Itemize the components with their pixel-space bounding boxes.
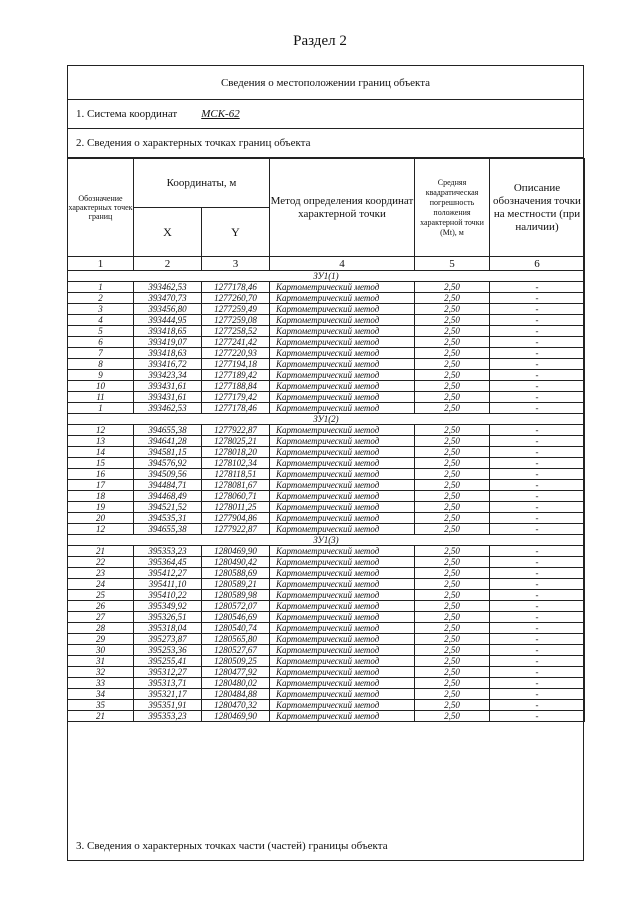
rmse-cell: 2,50 xyxy=(415,678,490,689)
rmse-cell: 2,50 xyxy=(415,546,490,557)
coord-y: 1280509,25 xyxy=(202,656,270,667)
coord-x: 393419,07 xyxy=(134,337,202,348)
table-row xyxy=(68,315,585,326)
rmse-cell: 2,50 xyxy=(415,304,490,315)
method-cell: Картометрический метод xyxy=(270,348,415,359)
table-row xyxy=(68,458,585,469)
coord-x: 395412,27 xyxy=(134,568,202,579)
table-row xyxy=(68,590,585,601)
rmse-cell: 2,50 xyxy=(415,469,490,480)
section-label: ЗУ1(2) xyxy=(68,414,585,425)
description-cell: - xyxy=(490,337,585,348)
rmse-cell: 2,50 xyxy=(415,315,490,326)
method-cell: Картометрический метод xyxy=(270,293,415,304)
method-cell: Картометрический метод xyxy=(270,700,415,711)
description-cell: - xyxy=(490,392,585,403)
description-cell: - xyxy=(490,623,585,634)
coord-x: 395326,51 xyxy=(134,612,202,623)
coord-y: 1278060,71 xyxy=(202,491,270,502)
coord-y: 1278018,20 xyxy=(202,447,270,458)
coord-x: 395351,91 xyxy=(134,700,202,711)
coord-y: 1280589,21 xyxy=(202,579,270,590)
table-row xyxy=(68,634,585,645)
coord-x: 394509,56 xyxy=(134,469,202,480)
coord-x: 395273,87 xyxy=(134,634,202,645)
description-cell: - xyxy=(490,689,585,700)
rmse-cell: 2,50 xyxy=(415,557,490,568)
coord-y: 1280469,90 xyxy=(202,546,270,557)
rmse-cell: 2,50 xyxy=(415,447,490,458)
coord-y: 1280572,07 xyxy=(202,601,270,612)
point-number: 10 xyxy=(68,381,134,392)
coord-y: 1278102,34 xyxy=(202,458,270,469)
rmse-cell: 2,50 xyxy=(415,370,490,381)
method-cell: Картометрический метод xyxy=(270,326,415,337)
method-cell: Картометрический метод xyxy=(270,392,415,403)
method-cell: Картометрический метод xyxy=(270,634,415,645)
coord-y: 1278025,21 xyxy=(202,436,270,447)
description-cell: - xyxy=(490,425,585,436)
page-title: Раздел 2 xyxy=(293,33,347,49)
point-number: 29 xyxy=(68,634,134,645)
coord-y: 1277922,87 xyxy=(202,425,270,436)
coord-y: 1280470,32 xyxy=(202,700,270,711)
method-cell: Картометрический метод xyxy=(270,469,415,480)
coord-x: 394535,31 xyxy=(134,513,202,524)
coord-y: 1278011,25 xyxy=(202,502,270,513)
method-cell: Картометрический метод xyxy=(270,612,415,623)
description-cell: - xyxy=(490,612,585,623)
coord-y: 1277189,42 xyxy=(202,370,270,381)
description-cell: - xyxy=(490,524,585,535)
point-number: 23 xyxy=(68,568,134,579)
coord-x: 394581,15 xyxy=(134,447,202,458)
coord-x: 395411,10 xyxy=(134,579,202,590)
section3-title: 3. Сведения о характерных точках части (частей) границы объекта xyxy=(76,840,388,852)
table-row xyxy=(68,623,585,634)
coord-x: 393431,61 xyxy=(134,381,202,392)
coord-y: 1280469,90 xyxy=(202,711,270,722)
description-cell: - xyxy=(490,403,585,414)
rmse-cell: 2,50 xyxy=(415,282,490,293)
coord-system-value: МСК-62 xyxy=(201,108,240,120)
column-number: 6 xyxy=(490,257,585,271)
table-row xyxy=(68,447,585,458)
point-number: 27 xyxy=(68,612,134,623)
coord-x: 395364,45 xyxy=(134,557,202,568)
coord-x: 393462,53 xyxy=(134,403,202,414)
coord-y: 1277178,46 xyxy=(202,282,270,293)
rmse-cell: 2,50 xyxy=(415,293,490,304)
point-number: 19 xyxy=(68,502,134,513)
method-cell: Картометрический метод xyxy=(270,601,415,612)
method-cell: Картометрический метод xyxy=(270,645,415,656)
description-cell: - xyxy=(490,711,585,722)
section2-title: 2. Сведения о характерных точках границ объекта xyxy=(68,129,583,158)
method-cell: Картометрический метод xyxy=(270,546,415,557)
table-row xyxy=(68,568,585,579)
coord-x: 395353,23 xyxy=(134,546,202,557)
rmse-cell: 2,50 xyxy=(415,425,490,436)
rmse-cell: 2,50 xyxy=(415,645,490,656)
method-cell: Картометрический метод xyxy=(270,502,415,513)
coord-y: 1278081,67 xyxy=(202,480,270,491)
point-number: 14 xyxy=(68,447,134,458)
rmse-cell: 2,50 xyxy=(415,700,490,711)
description-cell: - xyxy=(490,601,585,612)
coord-y: 1277922,87 xyxy=(202,524,270,535)
method-cell: Картометрический метод xyxy=(270,304,415,315)
description-cell: - xyxy=(490,513,585,524)
method-cell: Картометрический метод xyxy=(270,689,415,700)
method-cell: Картометрический метод xyxy=(270,568,415,579)
table-row xyxy=(68,546,585,557)
point-number: 33 xyxy=(68,678,134,689)
method-cell: Картометрический метод xyxy=(270,579,415,590)
method-cell: Картометрический метод xyxy=(270,480,415,491)
method-cell: Картометрический метод xyxy=(270,359,415,370)
point-number: 2 xyxy=(68,293,134,304)
section-label-row xyxy=(68,414,585,425)
table-row xyxy=(68,513,585,524)
rmse-cell: 2,50 xyxy=(415,711,490,722)
coord-y: 1280588,69 xyxy=(202,568,270,579)
method-cell: Картометрический метод xyxy=(270,425,415,436)
method-cell: Картометрический метод xyxy=(270,557,415,568)
description-cell: - xyxy=(490,667,585,678)
coord-x: 395321,17 xyxy=(134,689,202,700)
method-cell: Картометрический метод xyxy=(270,711,415,722)
column-number: 1 xyxy=(68,257,134,271)
coord-x: 395253,36 xyxy=(134,645,202,656)
block-title: Сведения о местоположении границ объекта xyxy=(68,66,583,100)
coord-system-row xyxy=(68,100,583,129)
description-cell: - xyxy=(490,645,585,656)
header-coordinates: Координаты, м xyxy=(134,159,270,208)
coord-y: 1280480,02 xyxy=(202,678,270,689)
description-cell: - xyxy=(490,447,585,458)
point-number: 12 xyxy=(68,425,134,436)
point-number: 31 xyxy=(68,656,134,667)
point-number: 13 xyxy=(68,436,134,447)
coord-x: 395410,22 xyxy=(134,590,202,601)
coord-y: 1277188,84 xyxy=(202,381,270,392)
table-row xyxy=(68,337,585,348)
rmse-cell: 2,50 xyxy=(415,392,490,403)
coord-x: 395353,23 xyxy=(134,711,202,722)
table-row xyxy=(68,491,585,502)
table-row xyxy=(68,667,585,678)
point-number: 35 xyxy=(68,700,134,711)
coord-y: 1280546,69 xyxy=(202,612,270,623)
table-row xyxy=(68,524,585,535)
point-number: 21 xyxy=(68,546,134,557)
point-number: 7 xyxy=(68,348,134,359)
boundary-info-frame xyxy=(67,65,584,861)
description-cell: - xyxy=(490,370,585,381)
method-cell: Картометрический метод xyxy=(270,513,415,524)
point-number: 32 xyxy=(68,667,134,678)
table-row xyxy=(68,326,585,337)
method-cell: Картометрический метод xyxy=(270,370,415,381)
coord-y: 1280484,88 xyxy=(202,689,270,700)
section-label-row xyxy=(68,271,585,282)
rmse-cell: 2,50 xyxy=(415,458,490,469)
rmse-cell: 2,50 xyxy=(415,689,490,700)
coord-y: 1280589,98 xyxy=(202,590,270,601)
description-cell: - xyxy=(490,491,585,502)
points-table-body xyxy=(68,271,585,722)
point-number: 5 xyxy=(68,326,134,337)
coord-x: 393462,53 xyxy=(134,282,202,293)
description-cell: - xyxy=(490,359,585,370)
method-cell: Картометрический метод xyxy=(270,282,415,293)
table-row xyxy=(68,381,585,392)
rmse-cell: 2,50 xyxy=(415,524,490,535)
method-cell: Картометрический метод xyxy=(270,656,415,667)
description-cell: - xyxy=(490,568,585,579)
table-row xyxy=(68,711,585,722)
rmse-cell: 2,50 xyxy=(415,359,490,370)
rmse-cell: 2,50 xyxy=(415,502,490,513)
table-row xyxy=(68,436,585,447)
coord-system-label: 1. Система координат xyxy=(76,108,178,120)
point-number: 26 xyxy=(68,601,134,612)
table-row xyxy=(68,656,585,667)
description-cell: - xyxy=(490,590,585,601)
method-cell: Картометрический метод xyxy=(270,381,415,392)
points-table xyxy=(67,158,585,722)
table-row xyxy=(68,579,585,590)
description-cell: - xyxy=(490,480,585,491)
header-y: Y xyxy=(202,208,270,257)
point-number: 25 xyxy=(68,590,134,601)
coord-x: 395349,92 xyxy=(134,601,202,612)
method-cell: Картометрический метод xyxy=(270,447,415,458)
coord-x: 394484,71 xyxy=(134,480,202,491)
coord-x: 394521,52 xyxy=(134,502,202,513)
column-number: 5 xyxy=(415,257,490,271)
coord-y: 1277260,70 xyxy=(202,293,270,304)
coord-x: 393423,34 xyxy=(134,370,202,381)
rmse-cell: 2,50 xyxy=(415,568,490,579)
method-cell: Картометрический метод xyxy=(270,337,415,348)
method-cell: Картометрический метод xyxy=(270,524,415,535)
description-cell: - xyxy=(490,282,585,293)
coord-y: 1277178,46 xyxy=(202,403,270,414)
point-number: 20 xyxy=(68,513,134,524)
header-description: Описание обозначения точки на местности (при наличии) xyxy=(490,159,585,257)
description-cell: - xyxy=(490,678,585,689)
table-row xyxy=(68,370,585,381)
method-cell: Картометрический метод xyxy=(270,590,415,601)
column-number: 2 xyxy=(134,257,202,271)
description-cell: - xyxy=(490,546,585,557)
description-cell: - xyxy=(490,579,585,590)
rmse-cell: 2,50 xyxy=(415,623,490,634)
table-row xyxy=(68,425,585,436)
table-row xyxy=(68,612,585,623)
coord-y: 1277259,08 xyxy=(202,315,270,326)
column-numbers-row xyxy=(68,257,585,271)
rmse-cell: 2,50 xyxy=(415,491,490,502)
coord-y: 1277904,86 xyxy=(202,513,270,524)
rmse-cell: 2,50 xyxy=(415,326,490,337)
table-row xyxy=(68,469,585,480)
table-row xyxy=(68,645,585,656)
coord-y: 1277194,18 xyxy=(202,359,270,370)
point-number: 3 xyxy=(68,304,134,315)
rmse-cell: 2,50 xyxy=(415,337,490,348)
point-number: 28 xyxy=(68,623,134,634)
coord-x: 393416,72 xyxy=(134,359,202,370)
coord-y: 1277179,42 xyxy=(202,392,270,403)
point-number: 12 xyxy=(68,524,134,535)
rmse-cell: 2,50 xyxy=(415,403,490,414)
coord-x: 395313,71 xyxy=(134,678,202,689)
rmse-cell: 2,50 xyxy=(415,513,490,524)
method-cell: Картометрический метод xyxy=(270,458,415,469)
method-cell: Картометрический метод xyxy=(270,678,415,689)
coord-y: 1280540,74 xyxy=(202,623,270,634)
description-cell: - xyxy=(490,469,585,480)
coord-y: 1277241,42 xyxy=(202,337,270,348)
point-number: 6 xyxy=(68,337,134,348)
table-row xyxy=(68,403,585,414)
description-cell: - xyxy=(490,348,585,359)
header-point-designation: Обозначение характерных точек границ xyxy=(68,159,134,257)
coord-y: 1280477,92 xyxy=(202,667,270,678)
point-number: 1 xyxy=(68,403,134,414)
point-number: 8 xyxy=(68,359,134,370)
method-cell: Картометрический метод xyxy=(270,315,415,326)
point-number: 18 xyxy=(68,491,134,502)
description-cell: - xyxy=(490,436,585,447)
point-number: 16 xyxy=(68,469,134,480)
rmse-cell: 2,50 xyxy=(415,634,490,645)
rmse-cell: 2,50 xyxy=(415,480,490,491)
rmse-cell: 2,50 xyxy=(415,436,490,447)
table-row xyxy=(68,678,585,689)
method-cell: Картометрический метод xyxy=(270,436,415,447)
coord-y: 1280490,42 xyxy=(202,557,270,568)
table-row xyxy=(68,359,585,370)
description-cell: - xyxy=(490,304,585,315)
table-row xyxy=(68,557,585,568)
point-number: 34 xyxy=(68,689,134,700)
table-row xyxy=(68,480,585,491)
header-rmse: Средняя квадратическая погрешность положения характерной точки (Mt), м xyxy=(415,159,490,257)
coord-x: 393444,95 xyxy=(134,315,202,326)
description-cell: - xyxy=(490,326,585,337)
point-number: 24 xyxy=(68,579,134,590)
header-x: X xyxy=(134,208,202,257)
table-row xyxy=(68,282,585,293)
coord-x: 394655,38 xyxy=(134,524,202,535)
column-number: 4 xyxy=(270,257,415,271)
coord-x: 395312,27 xyxy=(134,667,202,678)
point-number: 22 xyxy=(68,557,134,568)
method-cell: Картометрический метод xyxy=(270,491,415,502)
coord-y: 1277258,52 xyxy=(202,326,270,337)
point-number: 9 xyxy=(68,370,134,381)
method-cell: Картометрический метод xyxy=(270,623,415,634)
point-number: 17 xyxy=(68,480,134,491)
description-cell: - xyxy=(490,700,585,711)
description-cell: - xyxy=(490,315,585,326)
rmse-cell: 2,50 xyxy=(415,612,490,623)
coord-x: 394655,38 xyxy=(134,425,202,436)
point-number: 1 xyxy=(68,282,134,293)
rmse-cell: 2,50 xyxy=(415,348,490,359)
header-method: Метод определения координат характерной точки xyxy=(270,159,415,257)
description-cell: - xyxy=(490,293,585,304)
rmse-cell: 2,50 xyxy=(415,656,490,667)
coord-x: 393456,80 xyxy=(134,304,202,315)
method-cell: Картометрический метод xyxy=(270,667,415,678)
coord-y: 1277220,93 xyxy=(202,348,270,359)
section-label: ЗУ1(1) xyxy=(68,271,585,282)
rmse-cell: 2,50 xyxy=(415,667,490,678)
section-label-row xyxy=(68,535,585,546)
point-number: 11 xyxy=(68,392,134,403)
coord-x: 395318,04 xyxy=(134,623,202,634)
column-number: 3 xyxy=(202,257,270,271)
point-number: 4 xyxy=(68,315,134,326)
coord-x: 393431,61 xyxy=(134,392,202,403)
method-cell: Картометрический метод xyxy=(270,403,415,414)
coord-x: 394641,28 xyxy=(134,436,202,447)
description-cell: - xyxy=(490,502,585,513)
table-row xyxy=(68,348,585,359)
coord-x: 394468,49 xyxy=(134,491,202,502)
table-row xyxy=(68,502,585,513)
coord-x: 394576,92 xyxy=(134,458,202,469)
coord-y: 1280565,80 xyxy=(202,634,270,645)
table-row xyxy=(68,392,585,403)
table-row xyxy=(68,304,585,315)
rmse-cell: 2,50 xyxy=(415,381,490,392)
coord-y: 1280527,67 xyxy=(202,645,270,656)
coord-x: 395255,41 xyxy=(134,656,202,667)
coord-y: 1277259,49 xyxy=(202,304,270,315)
description-cell: - xyxy=(490,656,585,667)
rmse-cell: 2,50 xyxy=(415,590,490,601)
coord-x: 393418,65 xyxy=(134,326,202,337)
table-row xyxy=(68,293,585,304)
description-cell: - xyxy=(490,557,585,568)
point-number: 15 xyxy=(68,458,134,469)
coord-x: 393418,63 xyxy=(134,348,202,359)
coord-y: 1278118,51 xyxy=(202,469,270,480)
table-row xyxy=(68,601,585,612)
rmse-cell: 2,50 xyxy=(415,601,490,612)
description-cell: - xyxy=(490,634,585,645)
description-cell: - xyxy=(490,381,585,392)
description-cell: - xyxy=(490,458,585,469)
point-number: 21 xyxy=(68,711,134,722)
coord-x: 393470,73 xyxy=(134,293,202,304)
rmse-cell: 2,50 xyxy=(415,579,490,590)
section-label: ЗУ1(3) xyxy=(68,535,585,546)
point-number: 30 xyxy=(68,645,134,656)
table-row xyxy=(68,700,585,711)
table-row xyxy=(68,689,585,700)
